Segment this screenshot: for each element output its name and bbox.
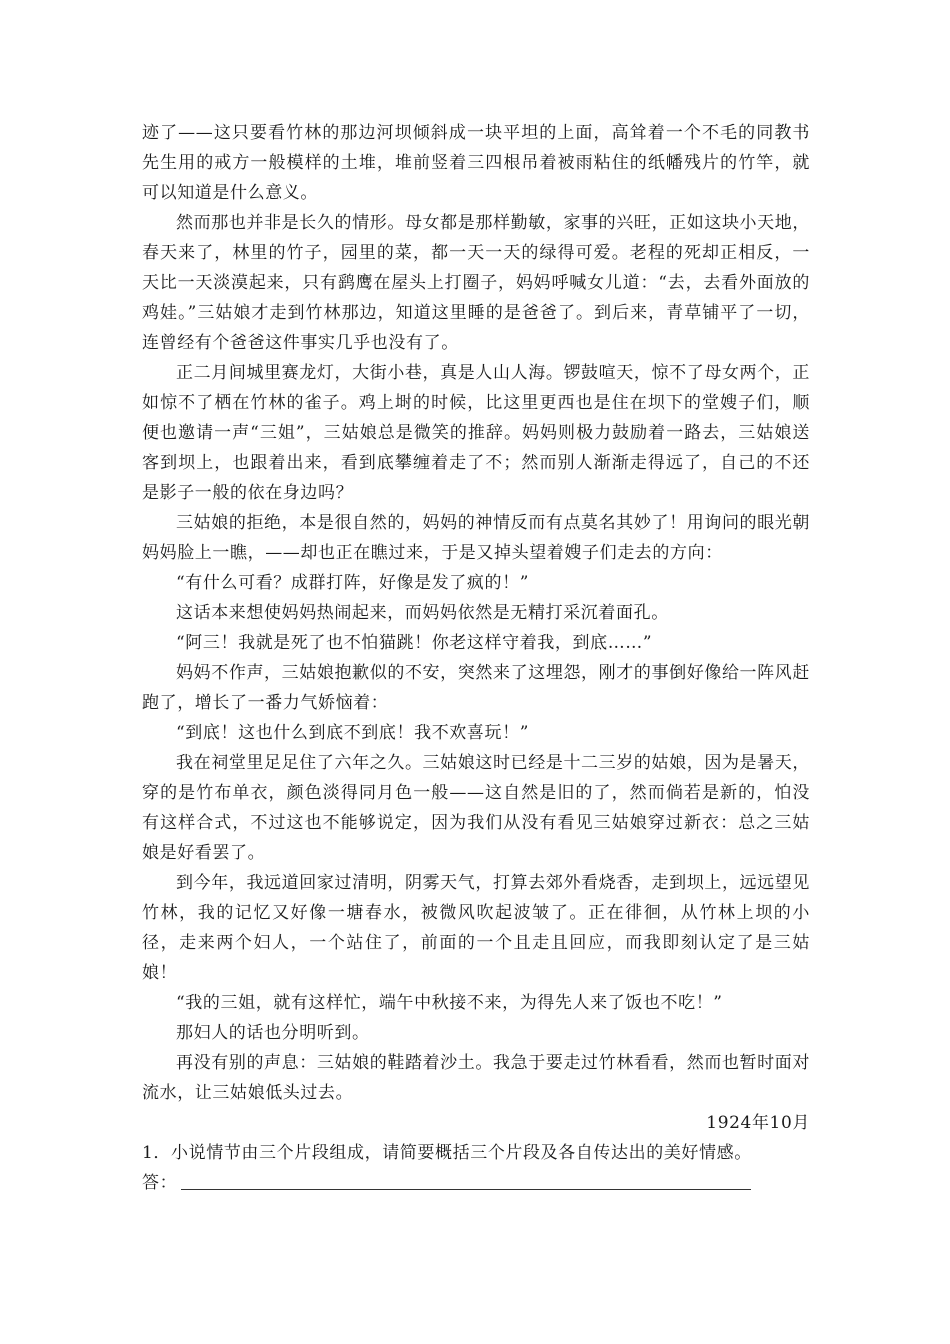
paragraph-10: 我在祠堂里足足住了六年之久。三姑娘这时已经是十二三岁的姑娘，因为是暑天，穿的是竹布单衣，颜色淡得同月色一般——这自然是旧的了，然而倘若是新的，怕没有这样合式，不过这也不能够说定，因为我们从没有看见三姑娘穿过新衣：总之三姑娘是好看罢了。 (142, 753, 810, 863)
paragraph-2: 然而那也并非是长久的情形。母女都是那样勤敏，家事的兴旺，正如这块小天地，春天来了，林里的竹子，园里的菜，都一天一天的绿得可爱。老程的死却正相反，一天比一天淡漠起来，只有鹞鹰在屋头上打圈子，妈妈呼喊女儿道：“去，去看外面放的鸡娃。”三姑娘才走到竹林那边，知道这里睡的是爸爸了。到后来，青草铺平了一切，连曾经有个爸爸这件事实几乎也没有了。 (142, 213, 810, 353)
paragraph-13: 那妇人的话也分明听到。 (176, 1023, 370, 1043)
answer-blank-line[interactable] (181, 1189, 751, 1190)
paragraph-11: 到今年，我远道回家过清明，阴雾天气，打算去郊外看烧香，走到坝上，远远望见竹林，我的记忆又好像一塘春水，被微风吹起波皱了。正在徘徊，从竹林上坝的小径，走来两个妇人，一个站住了，前面的一个且走且回应，而我即刻认定了是三姑娘！ (142, 873, 810, 983)
answer-row (142, 1168, 810, 1198)
paragraph-7: “阿三！我就是死了也不怕猫跳！你老这样守着我，到底……” (176, 633, 653, 653)
paragraph-9: “到底！这也什么到底不到底！我不欢喜玩！” (176, 723, 529, 743)
paragraph-3: 正二月间城里赛龙灯，大街小巷，真是人山人海。锣鼓喧天，惊不了母女两个，正如惊不了栖在竹林的雀子。鸡上埘的时候，比这里更西也是住在坝下的堂嫂子们，顺便也邀请一声“三姐”，三姑娘总是微笑的推辞。妈妈则极力鼓励着一路去，三姑娘送客到坝上，也跟着出来，看到底攀缠着走了不；然而别人渐渐走得远了，自己的不还是影子一般的依在身边吗？ (142, 363, 810, 503)
answer-label: 答： (142, 1173, 178, 1193)
document-page (142, 118, 810, 1198)
paragraph-12: “我的三姐，就有这样忙，端午中秋接不来，为得先人来了饭也不吃！” (176, 993, 723, 1013)
paragraph-1: 迹了——这只要看竹林的那边河坝倾斜成一块平坦的上面，高耸着一个不毛的同教书先生用的戒方一般模样的土堆，堆前竖着三四根吊着被雨粘住的纸幡残片的竹竿，就可以知道是什么意义。 (142, 123, 810, 203)
paragraph-4: 三姑娘的拒绝，本是很自然的，妈妈的神情反而有点莫名其妙了！用询问的眼光朝妈妈脸上一瞧，——却也正在瞧过来，于是又掉头望着嫂子们走去的方向： (142, 513, 810, 563)
question-1: 1．小说情节由三个片段组成，请简要概括三个片段及各自传达出的美好情感。 (142, 1143, 752, 1163)
paragraph-8: 妈妈不作声，三姑娘抱歉似的不安，突然来了这埋怨，刚才的事倒好像给一阵风赶跑了，增长了一番力气娇恼着： (142, 663, 810, 713)
paragraph-14: 再没有别的声息：三姑娘的鞋踏着沙土。我急于要走过竹林看看，然而也暂时面对流水，让三姑娘低头过去。 (142, 1053, 810, 1103)
paragraph-6: 这话本来想使妈妈热闹起来，而妈妈依然是无精打采沉着面孔。 (176, 603, 669, 623)
paragraph-5: “有什么可看？成群打阵，好像是发了疯的！” (176, 573, 529, 593)
date-line: 1924年10月 (706, 1113, 810, 1133)
